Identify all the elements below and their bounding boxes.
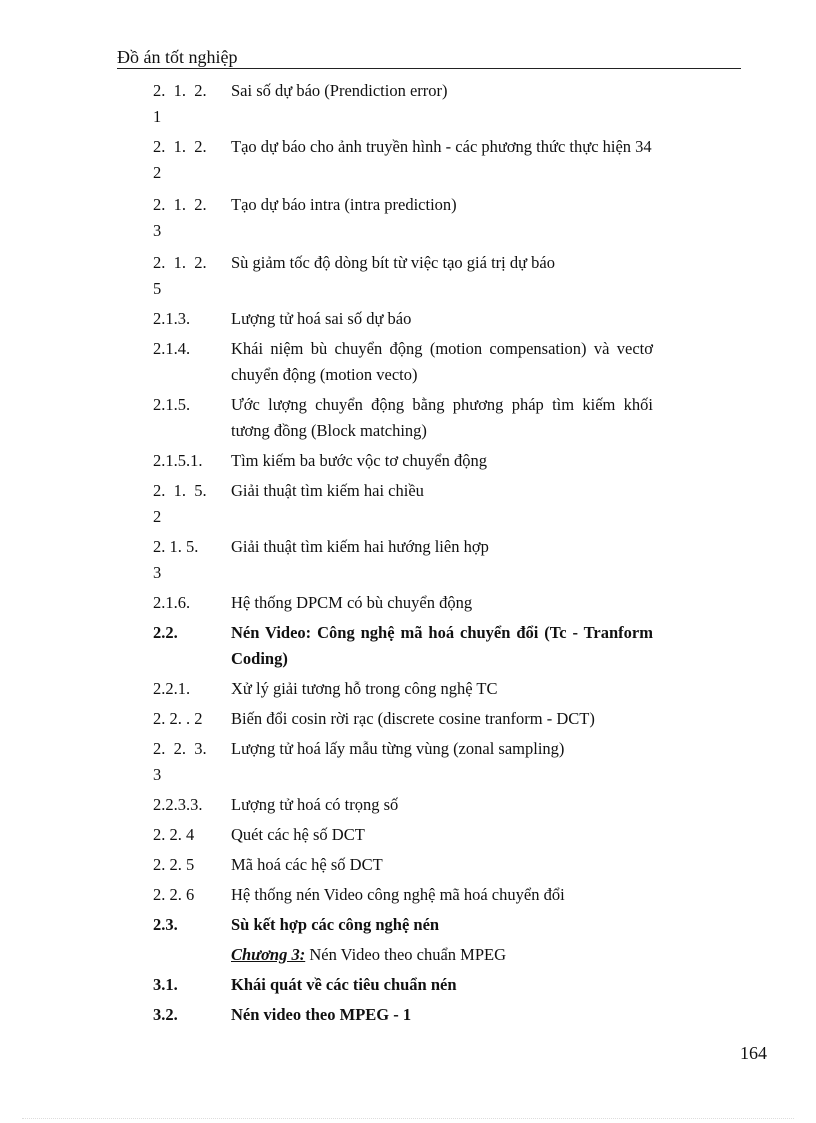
toc-entry: [153, 336, 653, 388]
toc-entry: [153, 306, 653, 332]
toc-entry: [153, 822, 653, 848]
toc-entry-number: 2. 1. 5.: [153, 481, 207, 500]
toc-entry-title: Tạo dự báo intra (intra prediction): [231, 195, 457, 214]
toc-entry-number-continuation: 2: [153, 507, 162, 526]
page-number: 164: [740, 1043, 767, 1063]
toc-entry-title: Lượng tử hoá có trọng số: [231, 795, 399, 814]
chapter-label: Chương 3:: [231, 945, 306, 964]
toc-entry-title: Sù kết hợp các công nghệ nén: [231, 915, 440, 934]
toc-entry: [153, 942, 653, 968]
toc-entry-number: 2.3.: [153, 915, 178, 934]
toc-entry: [153, 792, 653, 818]
toc-entry-title: Tìm kiếm ba bước vộc tơ chuyển động: [231, 451, 487, 470]
toc-entry-number: 2.1.4.: [153, 339, 191, 358]
chapter-title: Nén Video theo chuẩn MPEG: [305, 945, 507, 964]
toc-entry-number: 2. 2. 6: [153, 885, 195, 904]
toc-entry-title: Khái niệm bù chuyển động (motion compensation) và vectơ chuyển động (motion vecto): [231, 339, 653, 384]
toc-entry-title: Mã hoá các hệ số DCT: [231, 855, 383, 874]
toc-entry: [153, 192, 653, 244]
toc-entry-number-continuation: 5: [153, 279, 162, 298]
toc-entry-title: Hệ thống DPCM có bù chuyển động: [231, 593, 473, 612]
toc-entry-title: Lượng tử hoá lấy mẫu từng vùng (zonal sampling): [231, 739, 565, 758]
toc-entry-title: Nén Video: Công nghệ mã hoá chuyển đổi (Tc - Tranform Coding): [231, 623, 653, 668]
toc-entry: [153, 134, 653, 186]
toc-entry: [153, 882, 653, 908]
toc-entry-title: Nén video theo MPEG - 1: [231, 1005, 412, 1024]
toc-entry: [153, 590, 653, 616]
toc-entry-title: Xử lý giải tương hỗ trong công nghệ TC: [231, 679, 498, 698]
toc-entry-title: Tạo dự báo cho ảnh truyền hình - các phương thức thực hiện 34: [231, 137, 652, 156]
toc-entry: [153, 736, 653, 788]
toc-entry-number: 3.1.: [153, 975, 178, 994]
toc-entry: [153, 534, 653, 586]
header-title: Đồ án tốt nghiệp: [117, 47, 238, 67]
toc-entry-number: 2. 2. 4: [153, 825, 195, 844]
table-of-contents: [153, 78, 653, 1028]
toc-entry-number: 2.1.3.: [153, 309, 191, 328]
toc-entry: [153, 78, 653, 130]
toc-entry-number: 3.2.: [153, 1005, 178, 1024]
toc-entry-number: 2. 1. 2.: [153, 195, 207, 214]
toc-entry-title: [231, 942, 653, 968]
toc-entry-number: 2.1.6.: [153, 593, 191, 612]
toc-entry: [153, 1002, 653, 1028]
toc-entry-title: Sù giảm tốc độ dòng bít từ việc tạo giá trị dự báo: [231, 253, 555, 272]
toc-entry-number: 2. 1. 5.: [153, 537, 199, 556]
bottom-divider: [22, 1118, 794, 1119]
toc-entry-number: 2. 2. 3.: [153, 739, 207, 758]
toc-entry: [153, 972, 653, 998]
toc-entry-number-continuation: 3: [153, 765, 162, 784]
toc-entry: [153, 912, 653, 938]
toc-entry-number: 2.1.5.1.: [153, 451, 203, 470]
toc-entry-number: 2. 1. 2.: [153, 81, 207, 100]
toc-entry: [153, 620, 653, 672]
toc-entry-title: Biến đổi cosin rời rạc (discrete cosine tranform - DCT): [231, 709, 595, 728]
toc-entry-title: Khái quát về các tiêu chuẩn nén: [231, 975, 457, 994]
toc-entry-number-continuation: 3: [153, 563, 162, 582]
toc-entry-number-continuation: 1: [153, 107, 162, 126]
toc-entry-title: Giải thuật tìm kiếm hai chiều: [231, 481, 424, 500]
toc-entry-title: Giải thuật tìm kiếm hai hướng liên hợp: [231, 537, 489, 556]
toc-entry-number: 2.1.5.: [153, 395, 191, 414]
toc-entry-number: 2. 2. 5: [153, 855, 195, 874]
toc-entry-number-continuation: 2: [153, 163, 162, 182]
toc-entry-number: 2.2.: [153, 623, 178, 642]
toc-entry-title: Hệ thống nén Video công nghệ mã hoá chuyển đổi: [231, 885, 565, 904]
toc-entry: [153, 478, 653, 530]
toc-entry-number: 2. 2. . 2: [153, 709, 203, 728]
toc-entry-number: 2. 1. 2.: [153, 137, 207, 156]
toc-entry: [153, 706, 653, 732]
toc-entry-title: Lượng tử hoá sai số dự báo: [231, 309, 412, 328]
toc-entry-title: Quét các hệ số DCT: [231, 825, 365, 844]
toc-entry: [153, 448, 653, 474]
toc-entry-number: 2.2.1.: [153, 679, 191, 698]
page-header: [117, 46, 741, 69]
toc-entry-title: Sai số dự báo (Prendiction error): [231, 81, 448, 100]
toc-entry: [153, 392, 653, 444]
toc-entry: [153, 852, 653, 878]
toc-entry: [153, 676, 653, 702]
toc-entry-number: 2. 1. 2.: [153, 253, 207, 272]
toc-entry-title: Ước lượng chuyển động bằng phương pháp tìm kiếm khối tương đồng (Block matching): [231, 395, 653, 440]
toc-entry-number-continuation: 3: [153, 221, 162, 240]
toc-entry: [153, 250, 653, 302]
toc-entry-number: 2.2.3.3.: [153, 795, 203, 814]
